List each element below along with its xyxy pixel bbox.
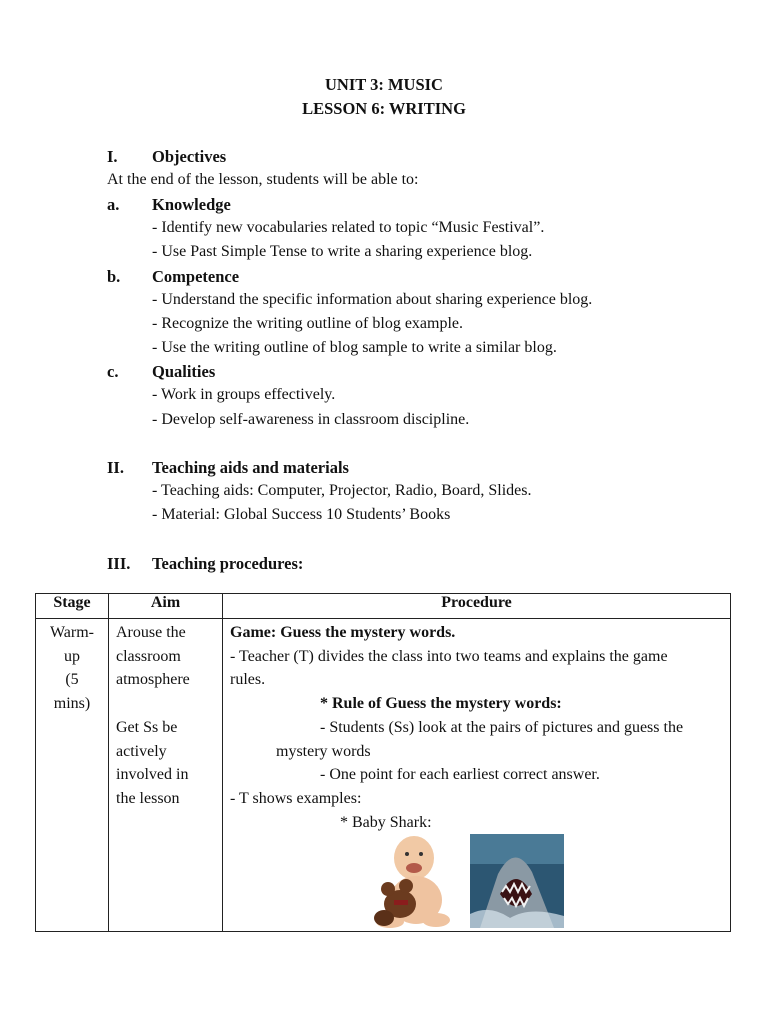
rule-line: mystery words: [276, 742, 371, 760]
shark-image: [470, 834, 564, 928]
rule-heading: * Rule of Guess the mystery words:: [320, 695, 562, 713]
procedures-heading: Teaching procedures:: [152, 554, 304, 573]
unit-title: UNIT 3: MUSIC: [325, 75, 443, 94]
game-title: Game: Guess the mystery words.: [230, 624, 456, 641]
aim-line: classroom: [116, 647, 181, 665]
table-header-row: [36, 594, 731, 619]
aids-numeral: II.: [107, 458, 124, 477]
aim-line: atmosphere: [116, 671, 190, 689]
stage-line: Warm-: [49, 624, 95, 641]
stage-line: mins): [53, 695, 91, 713]
knowledge-item: - Identify new vocabularies related to topic “Music Festival”.: [152, 219, 545, 236]
procedure-line: rules.: [230, 671, 266, 689]
aim-line: the lesson: [116, 789, 180, 807]
aim-line: Get Ss be: [116, 718, 178, 736]
baby-image: [364, 834, 454, 929]
aim-header: Aim: [109, 594, 223, 619]
competence-item: - Understand the specific information about sharing experience blog.: [152, 291, 593, 308]
knowledge-item: - Use Past Simple Tense to write a sharing experience blog.: [152, 243, 533, 260]
aids-heading: Teaching aids and materials: [152, 458, 349, 477]
stage-header: Stage: [36, 594, 109, 619]
examples-line: - T shows examples:: [230, 789, 362, 807]
qualities-letter: c.: [107, 362, 119, 381]
procedures-numeral: III.: [107, 554, 131, 573]
qualities-item: - Develop self-awareness in classroom discipline.: [152, 411, 470, 428]
knowledge-heading: Knowledge: [152, 195, 231, 214]
objectives-intro: At the end of the lesson, students will be able to:: [107, 171, 419, 188]
aim-line: actively: [116, 742, 167, 760]
stage-line: (5: [65, 671, 79, 689]
example-label: * Baby Shark:: [340, 813, 432, 831]
competence-heading: Competence: [152, 267, 240, 286]
knowledge-letter: a.: [107, 195, 120, 214]
stage-cell: [36, 619, 109, 932]
competence-item: - Use the writing outline of blog sample to write a similar blog.: [152, 339, 557, 356]
lesson-title: LESSON 6: WRITING: [302, 99, 466, 118]
objectives-numeral: I.: [107, 147, 118, 166]
rule-line: - Students (Ss) look at the pairs of pictures and guess the: [320, 718, 684, 736]
procedure-line: - Teacher (T) divides the class into two teams and explains the game: [230, 647, 668, 665]
aim-line: Arouse the: [116, 624, 186, 641]
qualities-heading: Qualities: [152, 362, 216, 381]
competence-item: - Recognize the writing outline of blog example.: [152, 315, 464, 332]
stage-line: up: [64, 647, 80, 665]
aids-item: - Teaching aids: Computer, Projector, Radio, Board, Slides.: [152, 482, 532, 499]
rule-line: - One point for each earliest correct answer.: [320, 766, 600, 784]
aim-line: involved in: [116, 766, 189, 784]
procedure-header: Procedure: [223, 594, 731, 619]
aim-cell: [109, 619, 223, 932]
objectives-heading: Objectives: [152, 147, 227, 166]
aids-item: - Material: Global Success 10 Students’ Books: [152, 506, 451, 523]
competence-letter: b.: [107, 267, 121, 286]
qualities-item: - Work in groups effectively.: [152, 386, 336, 403]
